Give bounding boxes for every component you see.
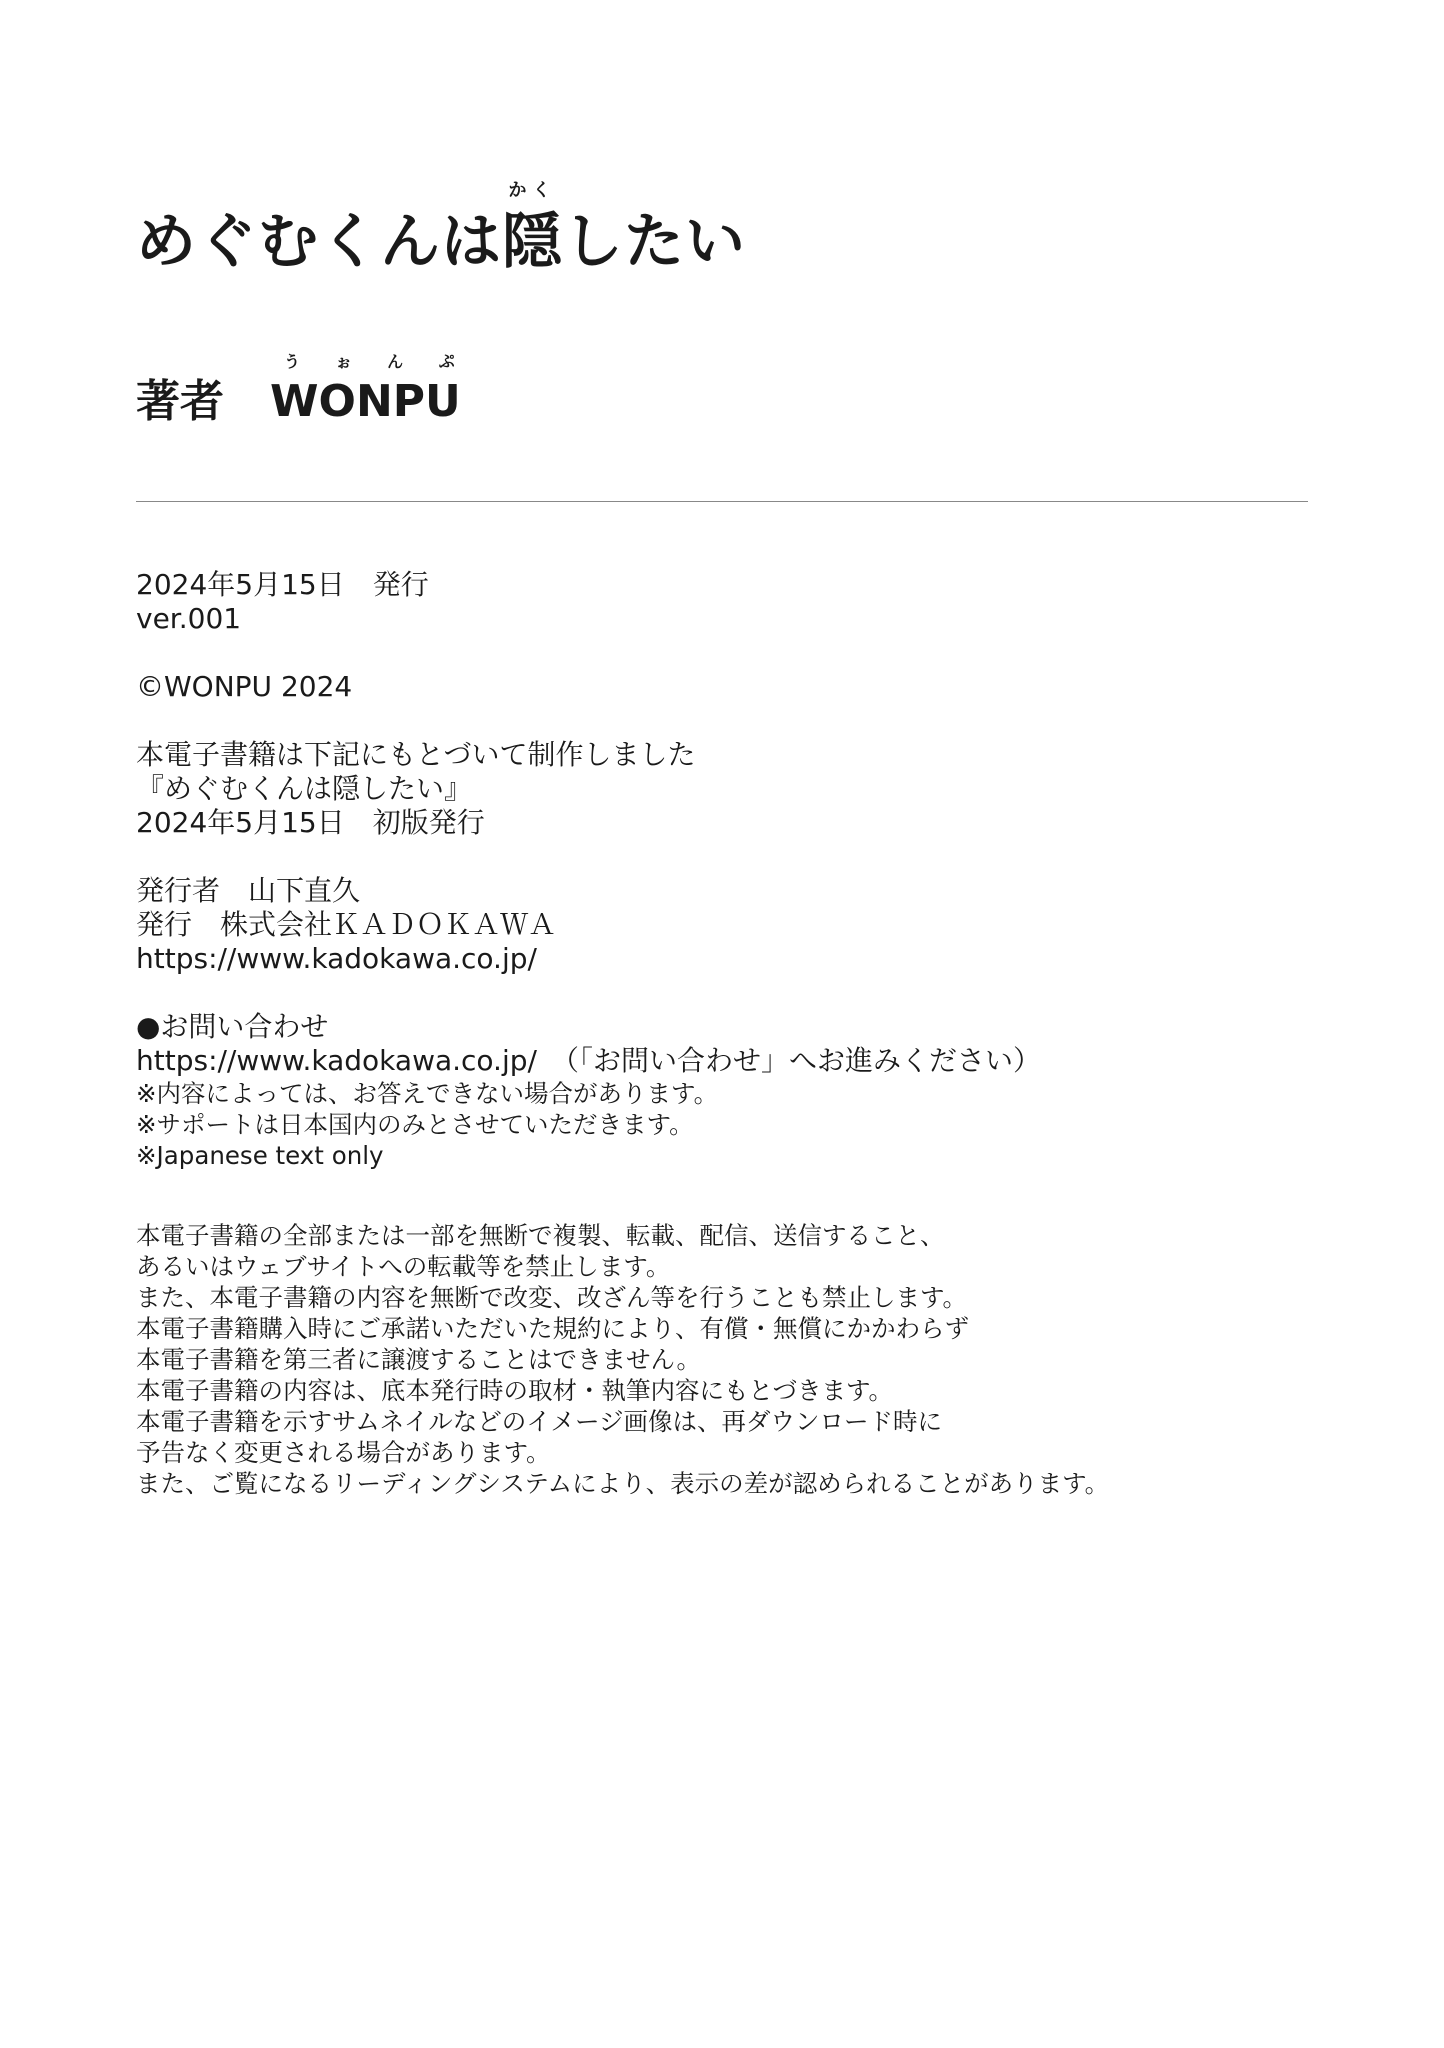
legal-notice-line: 予告なく変更される場合があります。 bbox=[136, 1438, 551, 1467]
legal-notice-line: また、本電子書籍の内容を無断で改変、改ざん等を行うことも禁止します。 bbox=[136, 1283, 968, 1312]
contact-heading: ●お問い合わせ bbox=[136, 1010, 329, 1043]
legal-notice-line: 本電子書籍の内容は、底本発行時の取材・執筆内容にもとづきます。 bbox=[136, 1376, 894, 1405]
publication-info bbox=[136, 568, 1041, 1171]
legal-notice-line: また、ご覧になるリーディングシステムにより、表示の差が認められることがあります。 bbox=[136, 1469, 1110, 1498]
publishing-company: 発行 株式会社ＫＡＤＯＫＡＷＡ bbox=[136, 908, 557, 941]
book-title-part-1: めぐむくんは bbox=[136, 207, 502, 277]
publisher-url: https://www.kadokawa.co.jp/ bbox=[136, 942, 537, 975]
author-furigana-1: う bbox=[284, 352, 301, 371]
legal-notice-line: 本電子書籍を示すサムネイルなどのイメージ画像は、再ダウンロード時に bbox=[136, 1407, 943, 1436]
source-statement: 本電子書籍は下記にもとづいて制作しました bbox=[136, 738, 696, 771]
book-title-kanji: 隠 bbox=[502, 207, 563, 277]
copyright-notice: ©WONPU 2024 bbox=[136, 670, 353, 703]
contact-note-1: ※内容によっては、お答えできない場合があります。 bbox=[136, 1079, 719, 1108]
publication-date: 2024年5月15日 発行 bbox=[136, 568, 429, 601]
publisher-name: 発行者 山下直久 bbox=[136, 874, 361, 907]
author-name-wrap bbox=[270, 352, 461, 427]
version-number: ver.001 bbox=[136, 602, 242, 635]
legal-notice-line: あるいはウェブサイトへの転載等を禁止します。 bbox=[136, 1252, 671, 1281]
contact-note-2: ※サポートは日本国内のみとさせていただきます。 bbox=[136, 1110, 694, 1139]
author-name: WONPU bbox=[270, 376, 461, 427]
contact-note-3: ※Japanese text only bbox=[136, 1141, 384, 1170]
author-furigana-4: ぷ bbox=[438, 352, 455, 371]
author-furigana-3: ん bbox=[387, 352, 404, 371]
contact-url-line: https://www.kadokawa.co.jp/ （「お問い合わせ」へお進みください） bbox=[136, 1044, 1041, 1077]
author-label: 著者 bbox=[136, 376, 224, 427]
book-title bbox=[136, 180, 746, 277]
legal-notice-line: 本電子書籍購入時にご承諾いただいた規約により、有償・無償にかかわらず bbox=[136, 1314, 969, 1343]
legal-notice-line: 本電子書籍を第三者に譲渡することはできません。 bbox=[136, 1345, 701, 1374]
book-title-part-2: したい bbox=[563, 207, 746, 277]
legal-notices bbox=[136, 1220, 1109, 1499]
author-line bbox=[136, 352, 461, 427]
section-divider bbox=[136, 501, 1308, 502]
source-first-edition: 2024年5月15日 初版発行 bbox=[136, 806, 485, 839]
book-title-ruby-kanji bbox=[502, 180, 563, 277]
source-title: 『めぐむくんは隠したい』 bbox=[136, 772, 473, 805]
kanji-furigana: かく bbox=[508, 180, 557, 201]
author-furigana bbox=[284, 354, 455, 370]
author-furigana-2: ぉ bbox=[335, 352, 352, 371]
legal-notice-line: 本電子書籍の全部または一部を無断で複製、転載、配信、送信すること、 bbox=[136, 1221, 945, 1250]
